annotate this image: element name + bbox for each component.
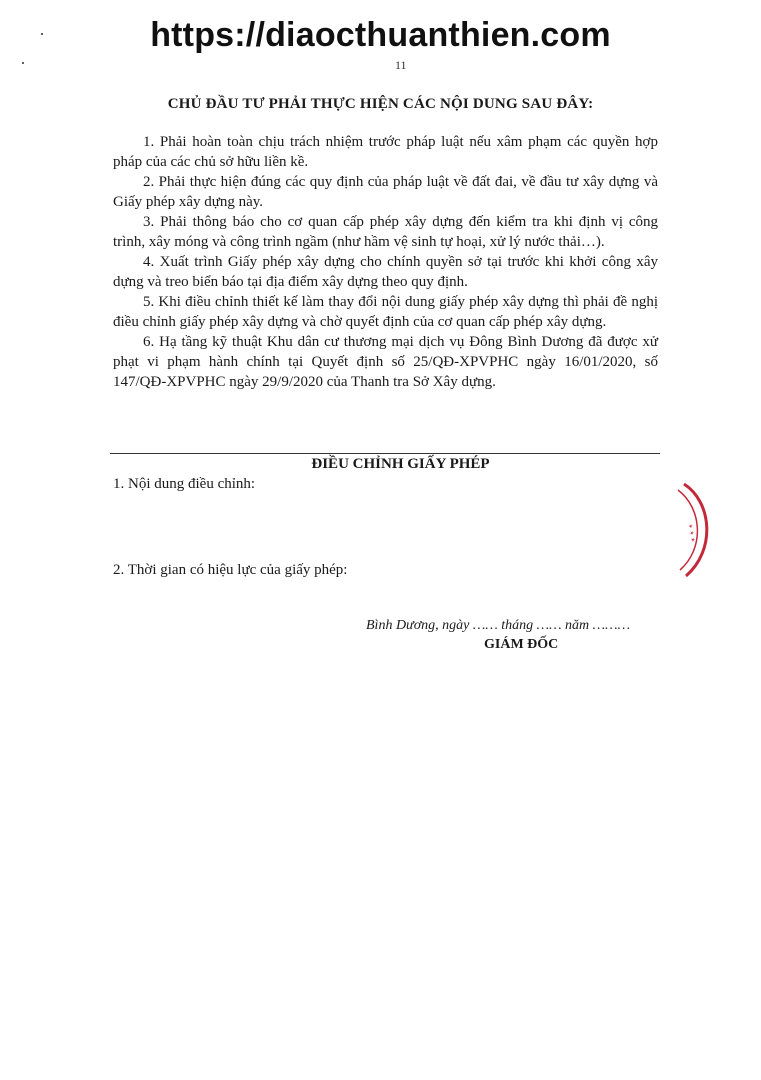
- section-divider: [110, 453, 660, 454]
- adjustment-title: ĐIỀU CHỈNH GIẤY PHÉP: [311, 456, 490, 472]
- adjustment-content-label: 1. Nội dung điều chỉnh:: [113, 476, 256, 492]
- obligation-item: 2. Phải thực hiện đúng các quy định của pháp luật về đất đai, về đầu tư xây dựng và Giấy phép xây dựng này.: [113, 174, 658, 210]
- svg-text:✶ ✶ ✶: ✶ ✶ ✶: [686, 523, 697, 543]
- obligations-heading: CHỦ ĐẦU TƯ PHẢI THỰC HIỆN CÁC NỘI DUNG SAU ĐÂY:: [167, 96, 594, 112]
- obligations-list: [113, 132, 658, 392]
- obligation-item: 3. Phải thông báo cho cơ quan cấp phép xây dựng đến kiểm tra khi định vị công trình, xây móng và công trình ngầm (như hầm vệ sinh tự hoại, xử lý nước thải…).: [113, 214, 658, 250]
- obligation-item: 1. Phải hoàn toàn chịu trách nhiệm trước pháp luật nếu xâm phạm các quyền hợp pháp của các chủ sở hữu liền kề.: [113, 134, 658, 170]
- watermark-url: https://diaocthuanthien.com: [150, 16, 611, 54]
- obligation-item: 4. Xuất trình Giấy phép xây dựng cho chính quyền sở tại trước khi khởi công xây dựng và treo biển báo tại địa điểm xây dựng theo quy định.: [113, 254, 658, 290]
- obligation-item: 5. Khi điều chỉnh thiết kế làm thay đổi nội dung giấy phép xây dựng thì phải đề nghị điều chỉnh giấy phép xây dựng và chờ quyết định của cơ quan cấp phép xây dựng.: [113, 294, 658, 330]
- signer-title: GIÁM ĐỐC: [484, 637, 559, 652]
- red-seal-edge: [672, 480, 718, 580]
- page-number: 11: [395, 58, 407, 72]
- obligation-item: 6. Hạ tầng kỹ thuật Khu dân cư thương mại dịch vụ Đông Bình Dương đã được xử phạt vi phạm hành chính tại Quyết định số 25/QĐ-XPVPHC ngày 16/01/2020, số 147/QĐ-XPVPHC ngày 29/9/2020 của Thanh tra Sở Xây dựng.: [113, 334, 658, 390]
- validity-label: 2. Thời gian có hiệu lực của giấy phép:: [113, 562, 348, 578]
- place-date-line: Bình Dương, ngày …… tháng …… năm ………: [366, 618, 631, 633]
- scan-speck: [22, 62, 24, 64]
